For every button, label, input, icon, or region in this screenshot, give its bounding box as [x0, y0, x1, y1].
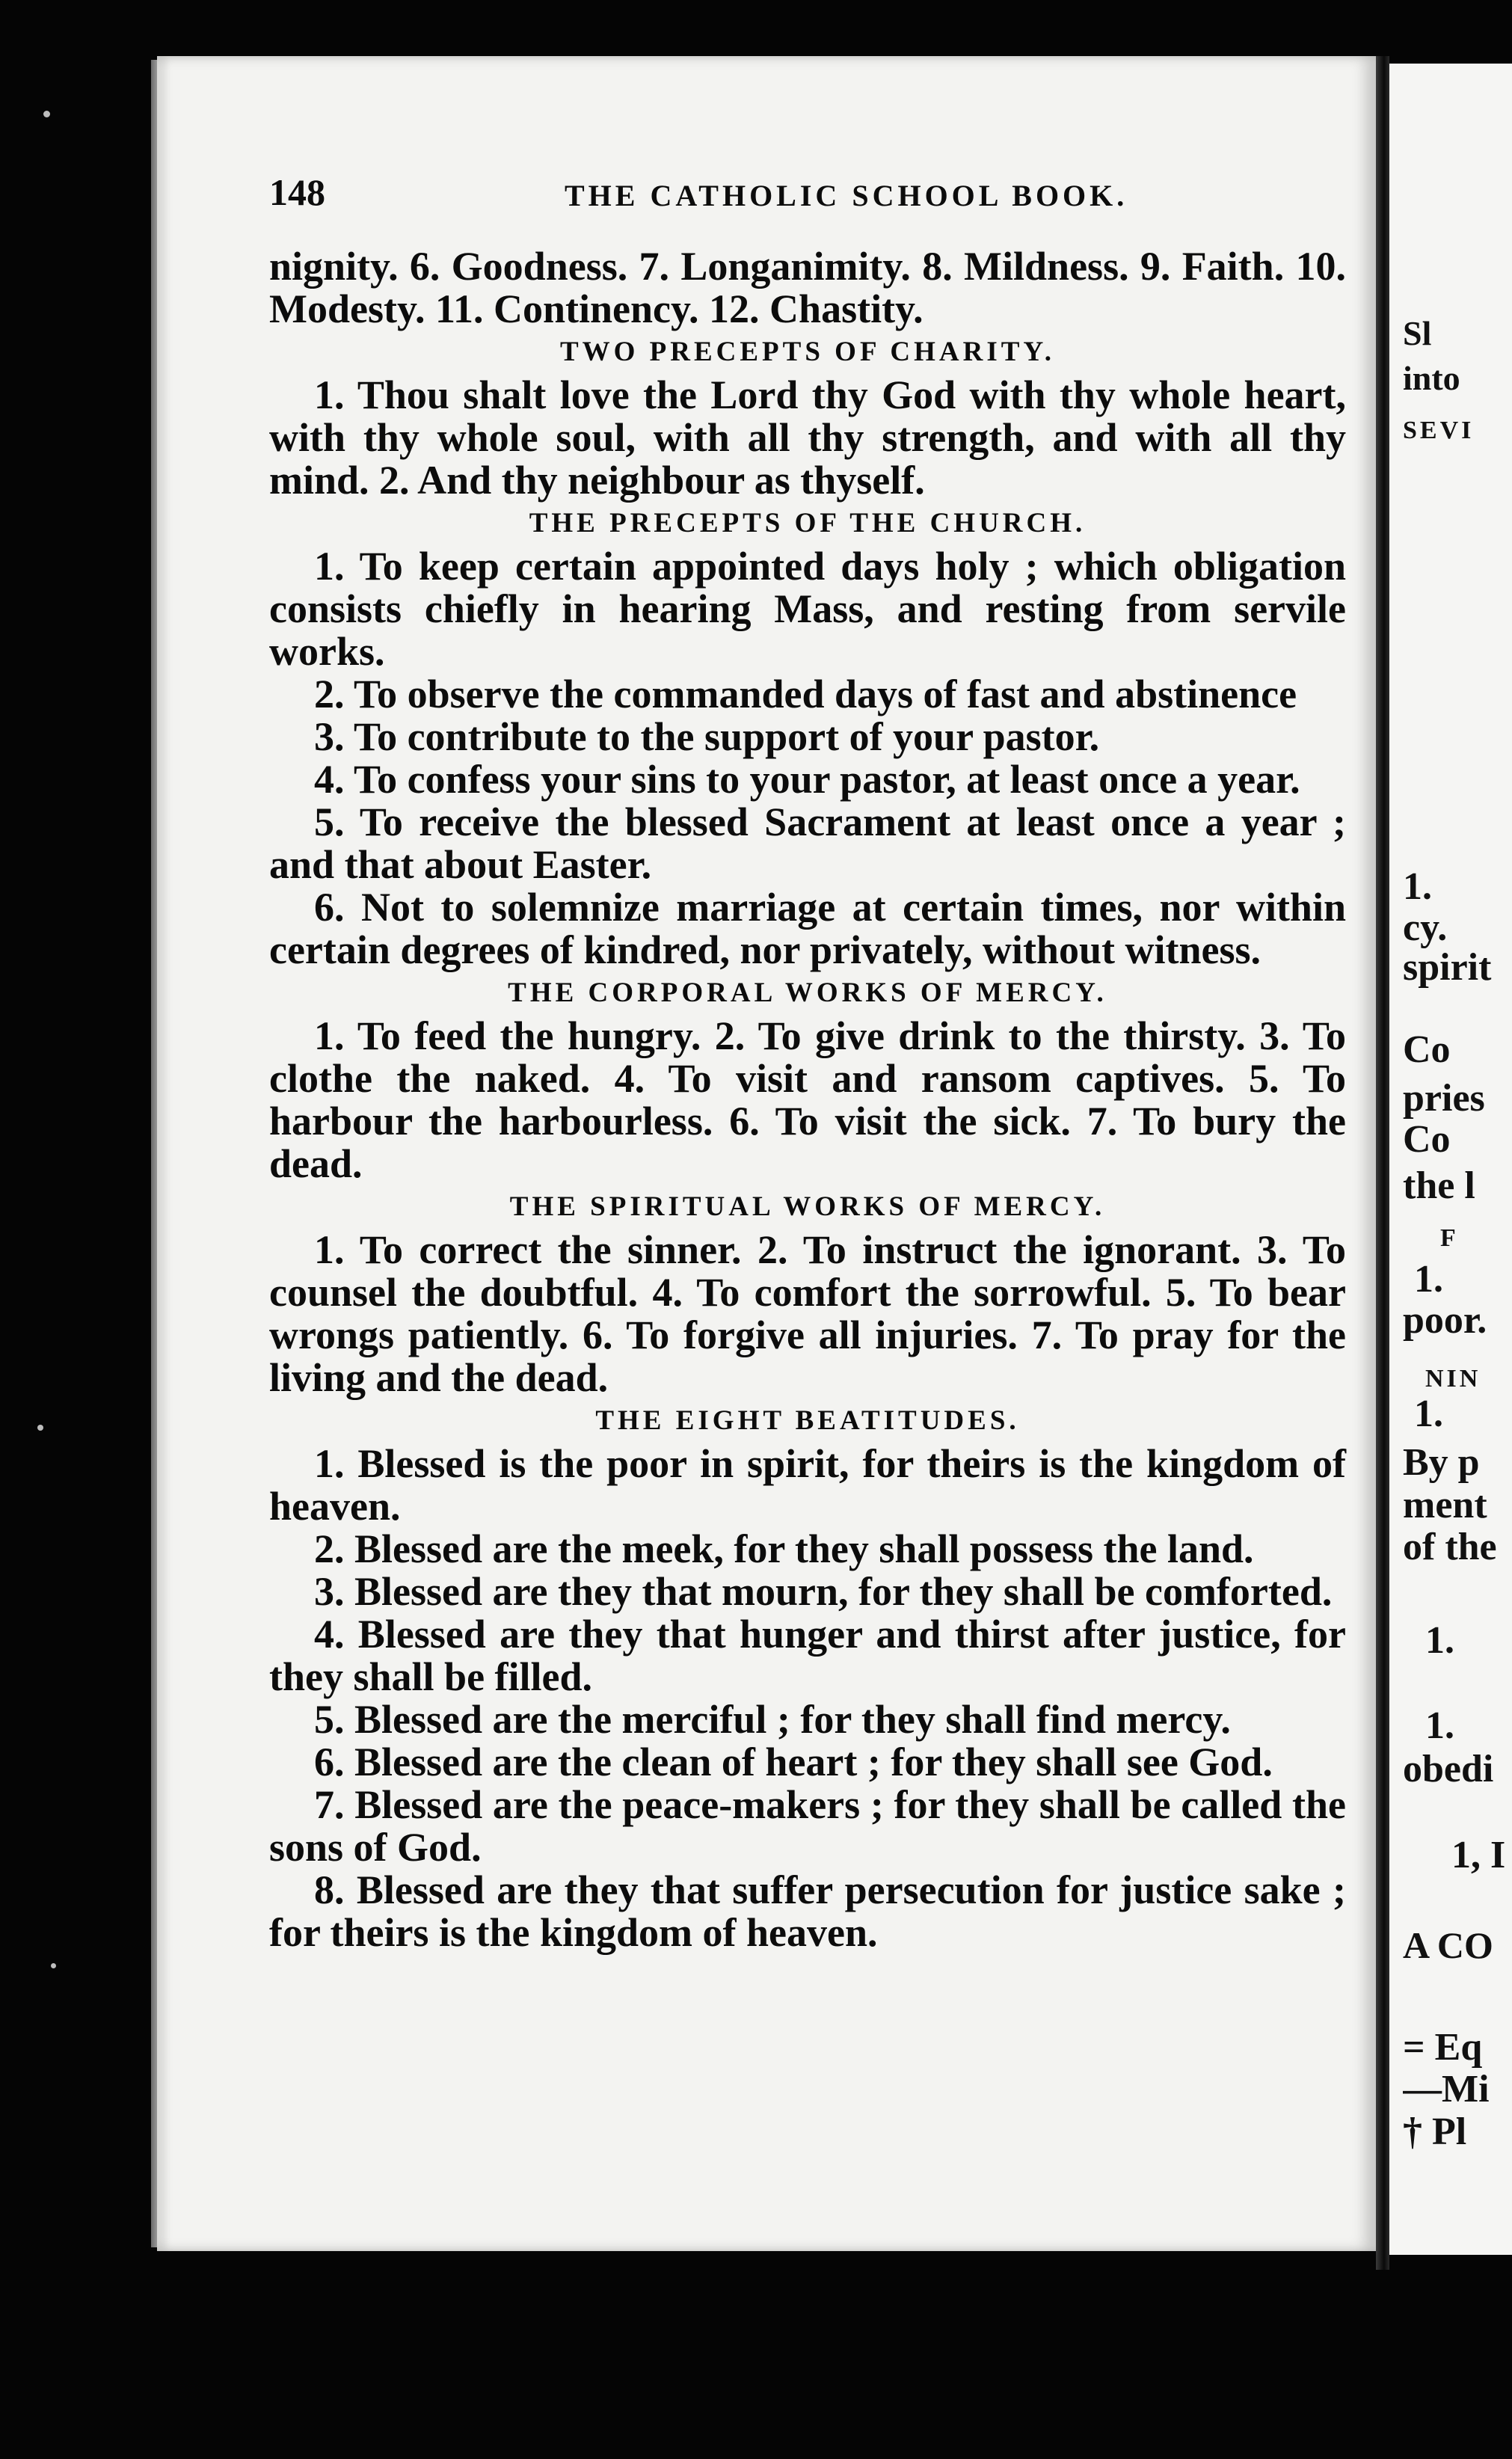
next-page-fragment: F: [1440, 1224, 1459, 1252]
paragraph: 1. To correct the sinner. 2. To instruct the ignorant. 3. To counsel the doubtful. 4. To comfort the sorrowful. 5. To bear wrongs patiently. 6. To forgive all injuries. 7. To pray for the living and the dead.: [269, 1227, 1346, 1400]
list-item: 7. Blessed are the peace-makers ; for they shall be called the sons of God.: [269, 1782, 1346, 1870]
book-title: THE CATHOLIC SCHOOL BOOK.: [565, 179, 1128, 212]
section-heading: THE SPIRITUAL WORKS OF MERCY.: [509, 1191, 1106, 1222]
book-gutter: [1376, 56, 1389, 2270]
scan-speck: [51, 1963, 56, 1968]
scan-speck: [43, 111, 50, 117]
section-heading: THE CORPORAL WORKS OF MERCY.: [508, 977, 1107, 1008]
list-item: 4. To confess your sins to your pastor, at least once a year.: [314, 757, 1300, 802]
page-body: [269, 245, 1346, 1954]
page-number: 148: [269, 171, 325, 213]
section-heading: THE EIGHT BEATITUDES.: [595, 1405, 1020, 1436]
next-page-fragment: 1.: [1414, 1258, 1443, 1301]
next-page-fragment: NIN: [1425, 1365, 1481, 1393]
next-page-fragment: 1.: [1414, 1393, 1443, 1435]
list-item: 3. Blessed are they that mourn, for they shall be comforted.: [314, 1569, 1333, 1614]
next-page-fragment: Co: [1403, 1028, 1451, 1071]
next-page-fragment: 1, I: [1451, 1834, 1506, 1876]
next-page-fragment: into: [1403, 359, 1460, 397]
paragraph: nignity. 6. Goodness. 7. Longanimity. 8. Mildness. 9. Faith. 10. Modesty. 11. Continency. 12. Chastity.: [269, 244, 1346, 331]
section-heading: TWO PRECEPTS OF CHARITY.: [559, 337, 1056, 367]
next-page-text: [1403, 0, 1512, 2459]
next-page-fragment: ment: [1403, 1484, 1487, 1526]
list-item: 1. Blessed is the poor in spirit, for theirs is the kingdom of heaven.: [269, 1441, 1346, 1529]
next-page-fragment: A CO: [1403, 1924, 1493, 1966]
list-item: 6. Not to solemnize marriage at certain times, nor within certain degrees of kindred, nor privately, without witness.: [269, 885, 1346, 972]
list-item: 8. Blessed are they that suffer persecution for justice sake ; for theirs is the kingdom of heaven.: [269, 1867, 1346, 1955]
list-item: 1. To keep certain appointed days holy ; which obligation consists chiefly in hearing Mass, and resting from servile works.: [269, 544, 1346, 674]
next-page-fragment: 1.: [1425, 1619, 1454, 1662]
list-item: 6. Blessed are the clean of heart ; for they shall see God.: [314, 1740, 1273, 1784]
next-page-fragment: = Eq: [1403, 2026, 1483, 2069]
list-item: 4. Blessed are they that hunger and thirst after justice, for they shall be filled.: [269, 1612, 1346, 1699]
list-item: 2. To observe the commanded days of fast and abstinence: [314, 672, 1297, 716]
next-page-fragment: cy.: [1403, 906, 1448, 949]
next-page-fragment: of the: [1403, 1526, 1497, 1568]
paragraph: 1. To feed the hungry. 2. To give drink to the thirsty. 3. To clothe the naked. 4. To visit and ransom captives. 5. To harbour the harbourless. 6. To visit the sick. 7. To bury the dead.: [269, 1013, 1346, 1186]
next-page-fragment: By p: [1403, 1441, 1480, 1484]
next-page-fragment: obedi: [1403, 1748, 1494, 1790]
next-page-fragment: —Mi: [1403, 2068, 1490, 2110]
next-page-fragment: poor.: [1403, 1299, 1487, 1342]
list-item: 2. Blessed are the meek, for they shall possess the land.: [314, 1526, 1254, 1571]
next-page-fragment: SEVI: [1403, 417, 1475, 444]
list-item: 5. Blessed are the merciful ; for they shall find mercy.: [314, 1697, 1231, 1742]
next-page-fragment: 1.: [1403, 865, 1432, 908]
next-page-fragment: Sl: [1403, 314, 1432, 352]
list-item: 5. To receive the blessed Sacrament at least once a year ; and that about Easter.: [269, 799, 1346, 887]
next-page-fragment: the l: [1403, 1164, 1475, 1207]
next-page-fragment: † Pl: [1403, 2110, 1467, 2153]
next-page-fragment: pries: [1403, 1077, 1485, 1120]
next-page-fragment: spirit: [1403, 946, 1492, 989]
section-heading: THE PRECEPTS OF THE CHURCH.: [529, 508, 1087, 538]
list-item: 3. To contribute to the support of your pastor.: [314, 714, 1100, 759]
scan-speck: [37, 1425, 43, 1431]
paragraph: 1. Thou shalt love the Lord thy God with thy whole heart, with thy whole soul, with all thy strength, and with all thy mind. 2. And thy neighbour as thyself.: [269, 372, 1346, 503]
next-page-fragment: Co: [1403, 1118, 1451, 1161]
running-head: [269, 171, 1346, 223]
next-page-fragment: 1.: [1425, 1704, 1454, 1747]
